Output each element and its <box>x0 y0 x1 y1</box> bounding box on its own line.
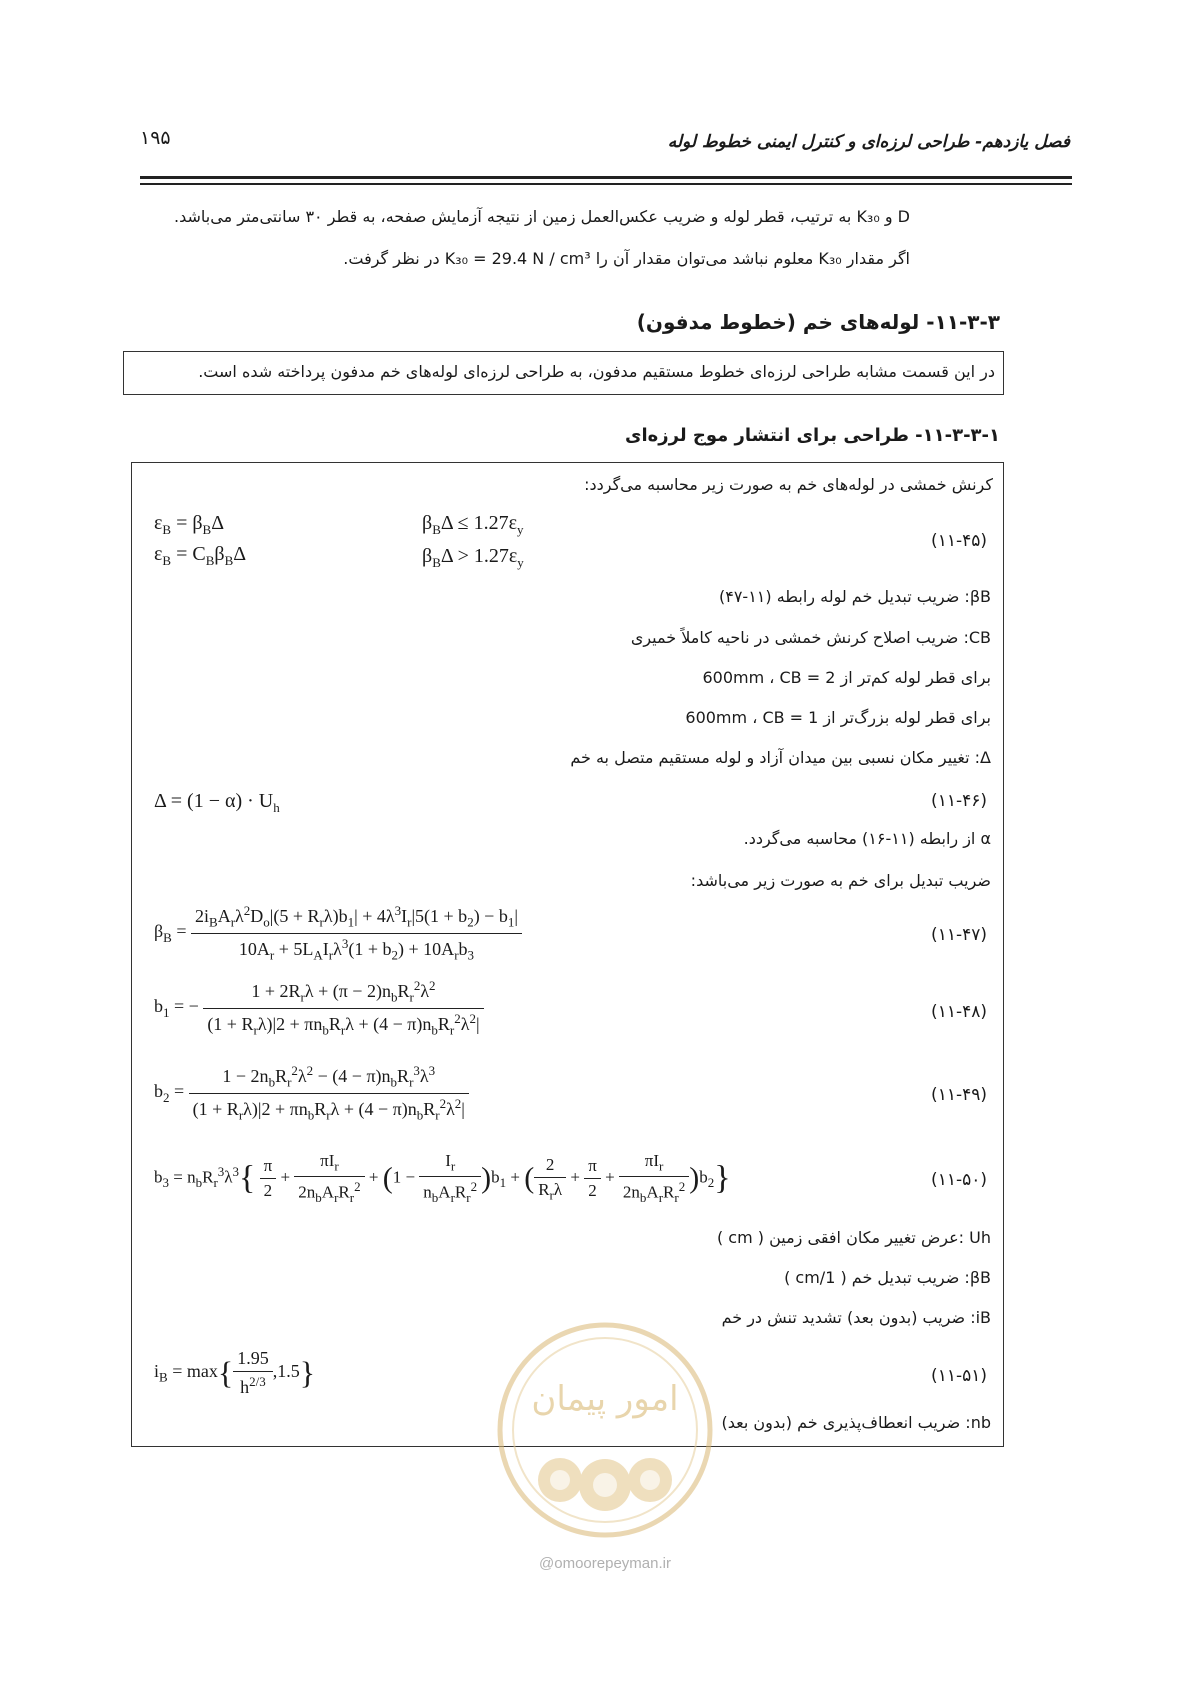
eq45-cond-2: $\beta_B\Delta > 1.27\varepsilon_y$ <box>422 545 524 570</box>
header-rule-thick <box>140 176 1072 179</box>
equations-box <box>131 462 1004 1447</box>
watermark-url: @omoorepeyman.ir <box>539 1555 671 1572</box>
eq49-formula: $b_2$ = $\frac{1 - 2n_bR_r^2\lambda^2 - (4 - \pi)n_bR_r^3\lambda^3}{(1 + R_r\lambda)|2 + \pi n_bR_r\lambda + (4 - \pi)n_bR_r^2\lambda^2|}$ <box>154 1063 469 1123</box>
eq45-left-2: $\varepsilon_B = C_B\beta_B\Delta$ <box>154 543 247 568</box>
def-beta-b: βB: ضریب تبدیل خم لوله رابطه (۱۱-۴۷) <box>718 587 991 606</box>
svg-text:امور پیمان: امور پیمان <box>531 1379 679 1419</box>
eq46-formula: $\Delta = (1 - \alpha) \cdot U_h$ <box>154 790 280 815</box>
eq50-formula: $b_3 = n_bR_r^3\lambda^3${ $\frac{\pi}{2}$ + $\frac{\pi I_r}{2n_bA_rR_r^2}$ + (1 − $\frac{I_r}{n_bA_rR_r^2}$ )$b_1$ + ( $\frac{2}{R_r\lambda}$ + $\frac{\pi}{2}$ + $\frac{\pi I_r}{2n_bA_rR_r^2}$ )$b_2$} <box>154 1151 731 1206</box>
def-delta: Δ: تغییر مکان نسبی بین میدان آزاد و لوله مستقیم متصل به خم <box>570 748 991 767</box>
def-i-b: iB: ضریب (بدون بعد) تشدید تنش در خم <box>721 1308 991 1327</box>
eq45-left-1: $\varepsilon_B = \beta_B\Delta$ <box>154 512 225 537</box>
beta-intro: ضریب تبدیل برای خم به صورت زیر می‌باشد: <box>690 871 991 890</box>
alpha-reference: α از رابطه (۱۱-۱۶) محاسبه می‌گردد. <box>743 829 991 848</box>
eq46-label: (۱۱-۴۶) <box>931 791 987 811</box>
eq51-label: (۱۱-۵۱) <box>931 1366 987 1386</box>
cb-large-diameter: برای قطر لوله بزرگ‌تر از 600mm ، CB = 1 <box>685 708 991 727</box>
def-n-b: nb: ضریب انعطاف‌پذیری خم (بدون بعد) <box>721 1413 991 1432</box>
cb-small-diameter: برای قطر لوله کم‌تر از 600mm ، CB = 2 <box>702 668 991 687</box>
eq47-formula: $\beta_B$ = $\frac{2i_BA_r\lambda^2D_o|(5 + R_r\lambda)b_1| + 4\lambda^3I_r|5(1 + b_2) - b_1|}{10A_r + 5L_AI_r\lambda^3(1 + b_2) + 10A_rb_3}$ <box>154 903 522 963</box>
eq49-label: (۱۱-۴۹) <box>931 1085 987 1105</box>
def-c-b: CB: ضریب اصلاح کرنش خمشی در ناحیه کاملاً خمیری <box>630 628 991 647</box>
intro-line-2: اگر مقدار K₃₀ معلوم نباشد می‌توان مقدار آن را K₃₀ = 29.4 N / cm³ در نظر گرفت. <box>343 249 910 268</box>
def-beta-b-unit: βB: ضریب تبدیل خم ( 1/cm ) <box>784 1268 991 1287</box>
bending-strain-intro: کرنش خمشی در لوله‌های خم به صورت زیر محاسبه می‌گردد: <box>584 475 993 494</box>
intro-line-1: D و K₃₀ به ترتیب، قطر لوله و ضریب عکس‌العمل زمین از نتیجه آزمایش صفحه، به قطر ۳۰ سانتی‌متر می‌باشد. <box>174 207 910 226</box>
chapter-title: فصل یازدهم- طراحی لرزه‌ای و کنترل ایمنی خطوط لوله <box>667 132 1070 152</box>
eq45-label: (۱۱-۴۵) <box>931 531 987 551</box>
page-number: ۱۹۵ <box>140 127 171 149</box>
eq45-cond-1: $\beta_B\Delta \le 1.27\varepsilon_y$ <box>422 512 524 537</box>
note-box-text: در این قسمت مشابه طراحی لرزه‌ای خطوط مستقیم مدفون، به طراحی لرزه‌ای لوله‌های خم مدفون پرداخته شده است. <box>198 362 995 381</box>
section-heading: ۱۱-۳-۳- لوله‌های خم (خطوط مدفون) <box>636 310 1000 334</box>
watermark-logo <box>490 1315 720 1545</box>
eq48-formula: $b_1$ = − $\frac{1 + 2R_r\lambda + (\pi - 2)n_bR_r^2\lambda^2}{(1 + R_r\lambda)|2 + \pi n_bR_r\lambda + (4 - \pi)n_bR_r^2\lambda^2|}$ <box>154 978 484 1038</box>
header-rule-thin <box>140 183 1072 185</box>
subsection-heading: ۱۱-۳-۳-۱- طراحی برای انتشار موج لرزه‌ای <box>624 425 1000 446</box>
note-box <box>123 351 1004 395</box>
eq51-formula: $i_B = \max${ $\frac{1.95}{h^{2/3}}$ ,1.5} <box>154 1348 316 1397</box>
eq50-label: (۱۱-۵۰) <box>931 1170 987 1190</box>
eq47-label: (۱۱-۴۷) <box>931 925 987 945</box>
def-uh: Uh :عرض تغییر مکان افقی زمین ( cm ) <box>716 1228 991 1247</box>
eq48-label: (۱۱-۴۸) <box>931 1002 987 1022</box>
